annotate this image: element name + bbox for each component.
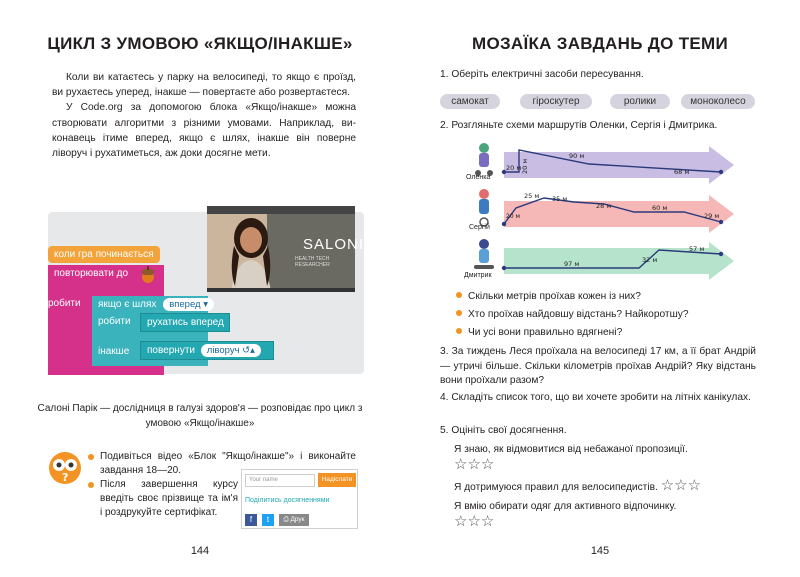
- twitter-icon[interactable]: t: [262, 514, 274, 526]
- svg-text:?: ?: [62, 471, 69, 484]
- statement-text: Я дотримуюся правил для велосипедистів.: [454, 482, 658, 493]
- rating-stars[interactable]: ☆☆☆: [454, 512, 495, 530]
- video-subtitle: HEALTH TECH RESEARCHER: [295, 256, 330, 268]
- statement-text: Я вмію обирати одяг для активного відпочинку.: [454, 501, 677, 512]
- page-title: МОЗАЇКА ЗАВДАНЬ ДО ТЕМИ: [471, 34, 729, 53]
- person-image: [225, 216, 277, 292]
- route-olenka: [502, 146, 734, 184]
- video-caption: Салоні Парік — дослідниця в галузі здоров'я — розповідає про цикл з умовою «Якщо/інакше»: [37, 403, 363, 429]
- repeat-label: повторювати до: [54, 268, 129, 279]
- route-label: 35 м: [552, 195, 568, 203]
- paragraph-1: Коли ви катаєтесь у парку на велосипеді, то якщо є проїзд, ви рухаєтесь уперед, інакше — повертаєте або розвертаєтеся.: [52, 72, 356, 99]
- self-check-3: [454, 500, 756, 531]
- when-run-block: коли гра починається: [48, 246, 160, 263]
- right-page: [400, 0, 800, 577]
- rider-name: Дмитрик: [464, 272, 492, 279]
- routes-diagram: [464, 138, 744, 284]
- video-topbar: [207, 206, 355, 214]
- paragraph-2: У Code.org за допомогою блока «Якщо/інакше» можна створювати алгоритми з різними умовами. Наприклад, виконавець ітиме вперед, якщо є шлях, інакше він поверне ліворуч і рухатиметься, аж доки досягне мети.: [52, 102, 356, 160]
- self-check-1: [454, 443, 756, 474]
- turn-block[interactable]: [140, 341, 274, 360]
- name-input[interactable]: Your name: [245, 474, 315, 487]
- acorn-icon: [139, 266, 157, 284]
- route-label: 25 м: [524, 192, 540, 200]
- chip-item[interactable]: ролики: [610, 94, 670, 109]
- intro-text: [52, 70, 356, 161]
- route-label: 28 м: [596, 202, 612, 210]
- list-item: Чи усі вони правильно вдягнені?: [456, 326, 756, 341]
- tasks-list: [88, 450, 356, 478]
- rider-name: Оленка: [466, 174, 491, 181]
- direction-dropdown[interactable]: вперед ▾: [163, 298, 214, 311]
- question-4: 4. Складіть список того, що ви хочете зробити на літніх канікулах.: [440, 392, 751, 403]
- turn-direction-dropdown[interactable]: ліворуч ↺▴: [201, 344, 261, 357]
- chip-item[interactable]: моноколесо: [681, 94, 755, 109]
- video-name: SALONI: [303, 236, 365, 253]
- self-check-2: [454, 479, 756, 496]
- turn-label: повернути: [147, 345, 195, 356]
- route-label: 90 м: [569, 152, 585, 160]
- do-label: робити: [48, 298, 81, 309]
- else-label: інакше: [98, 346, 130, 357]
- route-label: 20 м: [506, 213, 521, 220]
- share-link[interactable]: Поділитись досягненнями: [245, 497, 330, 504]
- route-label: 97 м: [564, 260, 580, 268]
- certificate-form: [241, 469, 358, 529]
- route-label: 20 м: [521, 158, 529, 174]
- chip-item[interactable]: самокат: [440, 94, 500, 109]
- page-number: 145: [590, 545, 610, 557]
- do2-label: робити: [98, 316, 131, 327]
- question-1: 1. Оберіть електричні засоби пересування.: [440, 69, 644, 80]
- list-item: Скільки метрів проїхав кожен із них?: [456, 290, 756, 305]
- question-3: 3. За тиждень Леся проїхала на велосипеді 17 км, а її брат Андрій — утричі більше. Скільки кілометрів проїхав Андрій? Яку відстань вони проїхали разом?: [440, 346, 756, 386]
- list-item: Після завершення курсу введіть своє прізвище та ім'я і роздрукуйте сертифікат.: [88, 478, 238, 520]
- route-dmytryk: [502, 242, 734, 280]
- route-label: 60 м: [652, 204, 668, 212]
- move-forward-block[interactable]: рухатись вперед: [140, 313, 230, 332]
- scooter-rider-icon: [475, 143, 493, 176]
- chip-item[interactable]: гіроскутер: [520, 94, 592, 109]
- tasks-list-2: [88, 478, 238, 520]
- video-player[interactable]: [207, 206, 365, 292]
- page-number: 144: [190, 545, 210, 557]
- route-label: 68 м: [674, 168, 690, 176]
- question-2: 2. Розгляньте схеми маршрутів Оленки, Сергія і Дмитрика.: [440, 120, 718, 131]
- statement-text: Я знаю, як відмовитися від небажаної пропозиції.: [454, 444, 688, 455]
- route-label: 32 м: [642, 256, 658, 264]
- list-item: Хто проїхав найдовшу відстань? Найкоротшу?: [456, 308, 756, 323]
- route-label: 20 м: [506, 164, 522, 172]
- question-5: 5. Оцініть свої досягнення.: [440, 425, 567, 436]
- if-path-label: якщо є шлях: [98, 299, 157, 310]
- owl-icon: [48, 448, 82, 486]
- video-progress-bar[interactable]: [207, 288, 355, 292]
- rating-stars[interactable]: ☆☆☆: [660, 477, 702, 494]
- facebook-icon[interactable]: f: [245, 514, 257, 526]
- route-label: 29 м: [704, 212, 720, 220]
- rating-stars[interactable]: ☆☆☆: [454, 455, 495, 473]
- page-title: ЦИКЛ З УМОВОЮ «ЯКЩО/ІНАКШЕ»: [47, 34, 353, 53]
- bike-rider-icon: [479, 189, 489, 226]
- print-button[interactable]: ⎙ Друк: [279, 514, 309, 526]
- route-sergii: [502, 192, 734, 233]
- list-item: Подивіться відео «Блок "Якщо/інакше"» і виконайте завдання 18—20.: [88, 450, 238, 478]
- hoverboard-rider-icon: [474, 239, 494, 269]
- route-label: 57 м: [689, 245, 705, 253]
- rider-name: Сергій: [469, 224, 490, 231]
- submit-button[interactable]: Надіслати: [318, 473, 356, 487]
